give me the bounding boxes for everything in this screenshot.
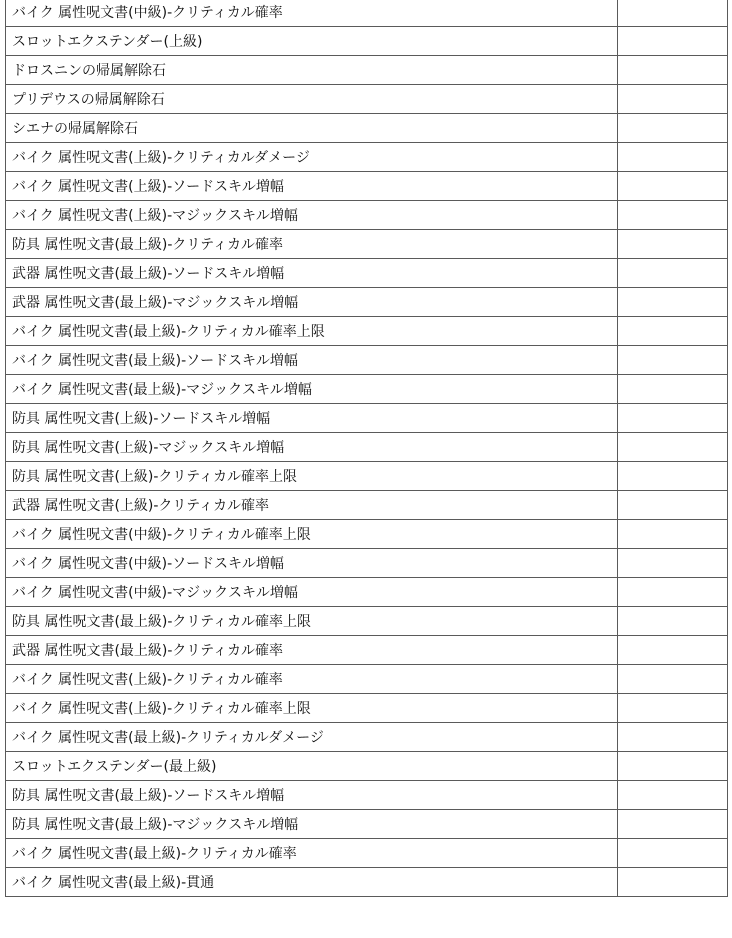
item-value-cell [618, 665, 728, 694]
item-value-cell [618, 752, 728, 781]
table-row [6, 839, 728, 868]
item-name-cell: バイク 属性呪文書(中級)-マジックスキル増幅 [6, 578, 618, 607]
item-name-cell: バイク 属性呪文書(中級)-クリティカル確率上限 [6, 520, 618, 549]
item-name-cell: 武器 属性呪文書(最上級)-クリティカル確率 [6, 636, 618, 665]
table-row [6, 114, 728, 143]
table-row [6, 781, 728, 810]
table-row [6, 433, 728, 462]
item-name-cell: 武器 属性呪文書(最上級)-ソードスキル増幅 [6, 259, 618, 288]
item-table [5, 0, 728, 897]
table-row [6, 636, 728, 665]
item-name-cell: 防具 属性呪文書(最上級)-マジックスキル増幅 [6, 810, 618, 839]
table-row [6, 143, 728, 172]
item-name-cell: バイク 属性呪文書(最上級)-クリティカル確率上限 [6, 317, 618, 346]
item-table-body [6, 0, 728, 897]
item-value-cell [618, 0, 728, 27]
item-value-cell [618, 288, 728, 317]
item-name-cell: バイク 属性呪文書(上級)-クリティカルダメージ [6, 143, 618, 172]
item-value-cell [618, 114, 728, 143]
table-row [6, 259, 728, 288]
item-name-cell: バイク 属性呪文書(最上級)-マジックスキル増幅 [6, 375, 618, 404]
item-value-cell [618, 259, 728, 288]
table-row [6, 0, 728, 27]
table-row [6, 810, 728, 839]
item-value-cell [618, 549, 728, 578]
table-row [6, 346, 728, 375]
table-row [6, 578, 728, 607]
item-name-cell: 防具 属性呪文書(上級)-マジックスキル増幅 [6, 433, 618, 462]
item-value-cell [618, 56, 728, 85]
table-row [6, 288, 728, 317]
item-value-cell [618, 317, 728, 346]
table-row [6, 462, 728, 491]
table-row [6, 317, 728, 346]
item-name-cell: 防具 属性呪文書(最上級)-クリティカル確率 [6, 230, 618, 259]
item-value-cell [618, 85, 728, 114]
item-name-cell: バイク 属性呪文書(中級)-クリティカル確率 [6, 0, 618, 27]
item-value-cell [618, 230, 728, 259]
item-value-cell [618, 433, 728, 462]
item-name-cell: バイク 属性呪文書(上級)-クリティカル確率上限 [6, 694, 618, 723]
table-row [6, 665, 728, 694]
item-name-cell: 武器 属性呪文書(上級)-クリティカル確率 [6, 491, 618, 520]
table-row [6, 491, 728, 520]
item-value-cell [618, 520, 728, 549]
item-name-cell: バイク 属性呪文書(最上級)-貫通 [6, 868, 618, 897]
item-name-cell: バイク 属性呪文書(最上級)-クリティカル確率 [6, 839, 618, 868]
table-row [6, 27, 728, 56]
item-value-cell [618, 201, 728, 230]
table-row [6, 723, 728, 752]
item-value-cell [618, 578, 728, 607]
item-value-cell [618, 781, 728, 810]
item-name-cell: 防具 属性呪文書(上級)-クリティカル確率上限 [6, 462, 618, 491]
item-value-cell [618, 404, 728, 433]
table-row [6, 752, 728, 781]
table-row [6, 694, 728, 723]
item-value-cell [618, 27, 728, 56]
table-row [6, 56, 728, 85]
item-name-cell: スロットエクステンダー(最上級) [6, 752, 618, 781]
table-row [6, 549, 728, 578]
item-name-cell: シエナの帰属解除石 [6, 114, 618, 143]
item-name-cell: 防具 属性呪文書(最上級)-クリティカル確率上限 [6, 607, 618, 636]
table-row [6, 607, 728, 636]
item-name-cell: バイク 属性呪文書(上級)-マジックスキル増幅 [6, 201, 618, 230]
item-name-cell: バイク 属性呪文書(上級)-クリティカル確率 [6, 665, 618, 694]
item-name-cell: 武器 属性呪文書(最上級)-マジックスキル増幅 [6, 288, 618, 317]
item-name-cell: スロットエクステンダー(上級) [6, 27, 618, 56]
item-value-cell [618, 607, 728, 636]
table-row [6, 375, 728, 404]
item-value-cell [618, 636, 728, 665]
item-name-cell: バイク 属性呪文書(中級)-ソードスキル増幅 [6, 549, 618, 578]
table-row [6, 230, 728, 259]
table-row [6, 172, 728, 201]
item-name-cell: ドロスニンの帰属解除石 [6, 56, 618, 85]
item-name-cell: バイク 属性呪文書(上級)-ソードスキル増幅 [6, 172, 618, 201]
item-value-cell [618, 723, 728, 752]
item-value-cell [618, 462, 728, 491]
table-row [6, 868, 728, 897]
table-row [6, 85, 728, 114]
table-row [6, 520, 728, 549]
item-value-cell [618, 810, 728, 839]
item-value-cell [618, 143, 728, 172]
item-value-cell [618, 346, 728, 375]
item-name-cell: 防具 属性呪文書(最上級)-ソードスキル増幅 [6, 781, 618, 810]
item-value-cell [618, 172, 728, 201]
item-value-cell [618, 868, 728, 897]
item-name-cell: プリデウスの帰属解除石 [6, 85, 618, 114]
item-value-cell [618, 375, 728, 404]
item-value-cell [618, 694, 728, 723]
item-value-cell [618, 839, 728, 868]
table-row [6, 404, 728, 433]
item-name-cell: バイク 属性呪文書(最上級)-クリティカルダメージ [6, 723, 618, 752]
table-row [6, 201, 728, 230]
item-value-cell [618, 491, 728, 520]
item-name-cell: 防具 属性呪文書(上級)-ソードスキル増幅 [6, 404, 618, 433]
item-name-cell: バイク 属性呪文書(最上級)-ソードスキル増幅 [6, 346, 618, 375]
